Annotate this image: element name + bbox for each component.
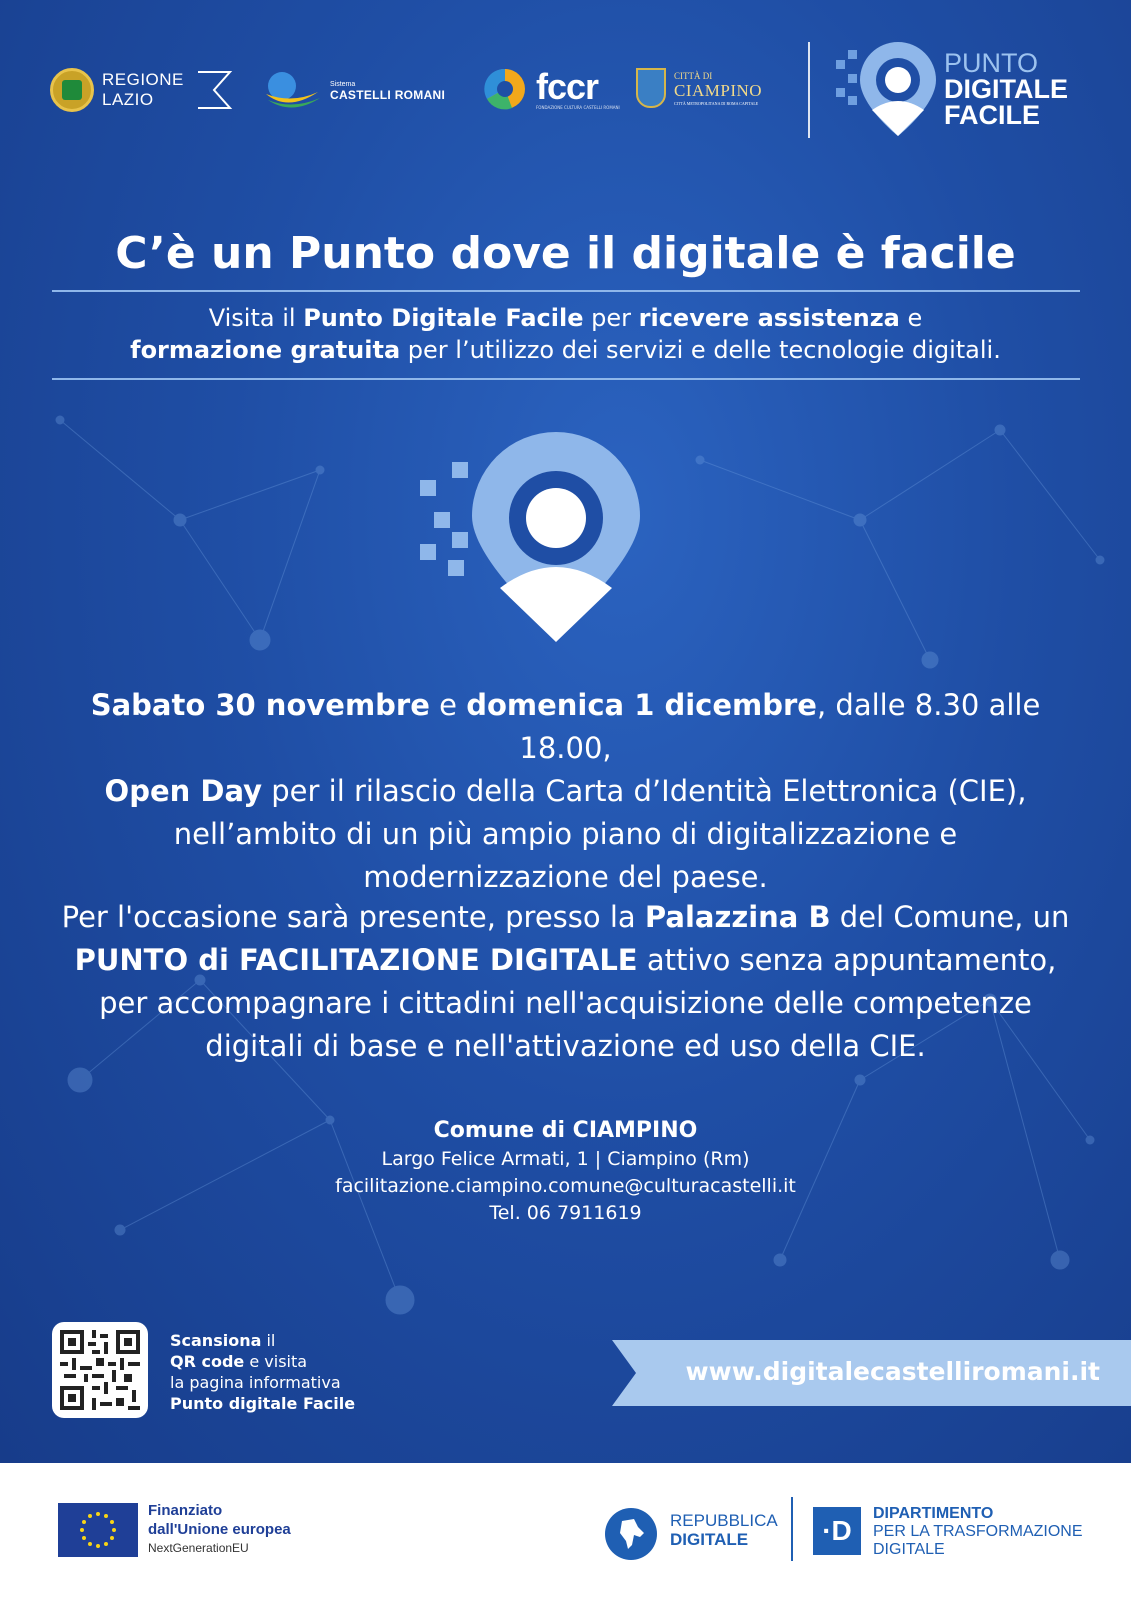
castelli-small-text: Sistema [330, 80, 356, 88]
regione-lazio-text: REGIONE LAZIO [102, 70, 184, 109]
qr-code[interactable] [52, 1322, 148, 1418]
eu-funding-text: Finanziato dall'Unione europea NextGenerationEU [148, 1502, 291, 1555]
website-link[interactable]: www.digitalecastelliromani.it [685, 1357, 1100, 1386]
ciampino-name: CIAMPINO [674, 80, 763, 100]
fccr-small-text: FONDAZIONE CULTURA CASTELLI ROMANI [536, 104, 620, 110]
subheading: Visita il Punto Digitale Facile per ricevere assistenza e formazione gratuita per l’utilizzo dei servizi e delle tecnologie digitali. [130, 304, 1001, 364]
pdf-line-facile: FACILE [944, 100, 1041, 130]
contact-block [0, 1116, 1131, 1227]
eu-flag-icon [58, 1503, 138, 1557]
contact-title: Comune di CIAMPINO [433, 1118, 698, 1143]
citta-di-ciampino-logo [636, 68, 762, 108]
repubblica-digitale-text: REPUBBLICA DIGITALE [670, 1511, 778, 1549]
ciampino-subtitle: CITTÀ METROPOLITANA DI ROMA CAPITALE [674, 100, 759, 106]
location-person-pin-icon [420, 432, 650, 642]
logo-header [50, 40, 1081, 150]
dipartimento-text: DIPARTIMENTO PER LA TRASFORMAZIONE DIGITALE [873, 1505, 1083, 1558]
facilitazione-paragraph: Per l'occasione sarà presente, presso la Palazzina B del Comune, un PUNTO di FACILITAZIONE DIGITALE attivo senza appuntamento, per accompagnare i cittadini nell'acquisizione delle competenze digitali di base e nell'attivazione ed uso della CIE. [61, 900, 1070, 1063]
qr-code-icon [60, 1330, 140, 1410]
contact-address: Largo Felice Armati, 1 | Ciampino (Rm) [381, 1148, 750, 1170]
pdf-line-digitale: DIGITALE [944, 74, 1068, 104]
punto-digitale-facile-title [944, 50, 1068, 128]
funding-footer [0, 1463, 1131, 1600]
castelli-name-text: CASTELLI ROMANI [330, 87, 446, 102]
ciampino-shield-icon [636, 68, 666, 108]
fccr-swirl-icon [482, 66, 528, 112]
lazio-chevron-icon [196, 68, 236, 112]
pdf-line-punto: PUNTO [944, 48, 1039, 78]
fccr-logo [482, 66, 620, 112]
ciampino-citta-di: CITTÀ DI [674, 70, 713, 81]
footer-divider [791, 1497, 793, 1561]
title-rule-bottom [52, 378, 1080, 380]
lazio-emblem-icon [50, 68, 94, 112]
title-rule-top [52, 290, 1080, 292]
open-day-paragraph: Sabato 30 novembre e domenica 1 dicembre, dalle 8.30 alle 18.00, Open Day per il rilascio della Carta d’Identità Elettronica (CIE), nell’ambito di un più ampio piano di digitalizzazione e modernizzazione del paese. [90, 688, 1041, 894]
castelli-swirl-icon [262, 68, 322, 114]
punto-digitale-facile-pin-icon [836, 40, 936, 140]
contact-email[interactable]: facilitazione.ciampino.comune@culturacastelli.it [335, 1175, 796, 1197]
regione-lazio-logo [50, 68, 236, 112]
header-divider [808, 42, 810, 138]
repubblica-digitale-icon [604, 1507, 658, 1561]
dipartimento-d-icon: ·D [813, 1507, 861, 1555]
qr-instructions: Scansiona il QR code e visita la pagina informativa Punto digitale Facile [170, 1331, 356, 1413]
castelli-romani-logo [262, 68, 445, 114]
page-title: C’è un Punto dove il digitale è facile [115, 228, 1016, 279]
contact-phone[interactable]: Tel. 06 7911619 [489, 1202, 642, 1224]
fccr-text: fccr [536, 65, 599, 107]
